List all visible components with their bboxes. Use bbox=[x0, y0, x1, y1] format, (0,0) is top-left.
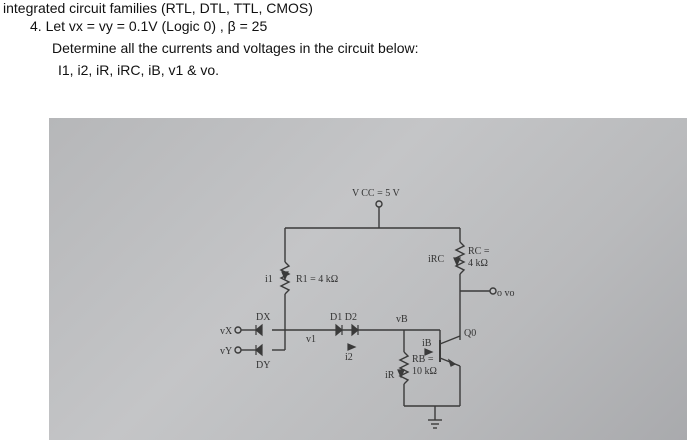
d1d2-label: D1 D2 bbox=[330, 312, 357, 323]
vy-label: vY bbox=[220, 346, 233, 357]
vx-terminal bbox=[235, 327, 241, 333]
irc-label: iRC bbox=[428, 254, 445, 265]
diode-d2 bbox=[352, 325, 358, 335]
i1-label: i1 bbox=[265, 274, 273, 285]
diode-dx bbox=[256, 325, 262, 335]
vcc-label: V CC = 5 V bbox=[352, 188, 400, 199]
rb-label-2: 10 kΩ bbox=[412, 366, 437, 377]
rb-resistor bbox=[400, 352, 408, 384]
diode-d1 bbox=[336, 325, 342, 335]
i1-arrow bbox=[282, 272, 288, 279]
vb-label: vB bbox=[396, 314, 408, 325]
targets-line: I1, i2, iR, iRC, iB, v1 & vo. bbox=[58, 62, 220, 78]
vo-terminal bbox=[490, 288, 496, 294]
rb-label-1: RB = bbox=[412, 354, 434, 365]
vcc-terminal bbox=[376, 201, 382, 207]
r1-label: R1 = 4 kΩ bbox=[296, 274, 339, 285]
vo-label: o vo bbox=[497, 288, 515, 299]
vx-label: vX bbox=[220, 326, 233, 337]
ib-label: iB bbox=[422, 338, 432, 349]
dy-label: DY bbox=[256, 360, 271, 371]
dx-label: DX bbox=[256, 312, 271, 323]
question-line: 4. Let vx = vy = 0.1V (Logic 0) , β = 25 bbox=[30, 18, 268, 34]
ir-label: iR bbox=[385, 370, 395, 381]
rc-label-2: 4 kΩ bbox=[468, 258, 488, 269]
v1-label: v1 bbox=[306, 334, 316, 345]
q0-label: Q0 bbox=[464, 328, 477, 339]
diode-dy bbox=[256, 345, 262, 355]
vy-terminal bbox=[235, 347, 241, 353]
emitter-arrow bbox=[449, 360, 455, 366]
instruction-line: Determine all the currents and voltages in the circuit below: bbox=[52, 40, 419, 56]
i2-label: i2 bbox=[345, 352, 353, 363]
i2-arrow bbox=[348, 344, 355, 350]
rc-label-1: RC = bbox=[468, 246, 490, 257]
heading: integrated circuit families (RTL, DTL, TTL, CMOS) bbox=[3, 0, 313, 16]
